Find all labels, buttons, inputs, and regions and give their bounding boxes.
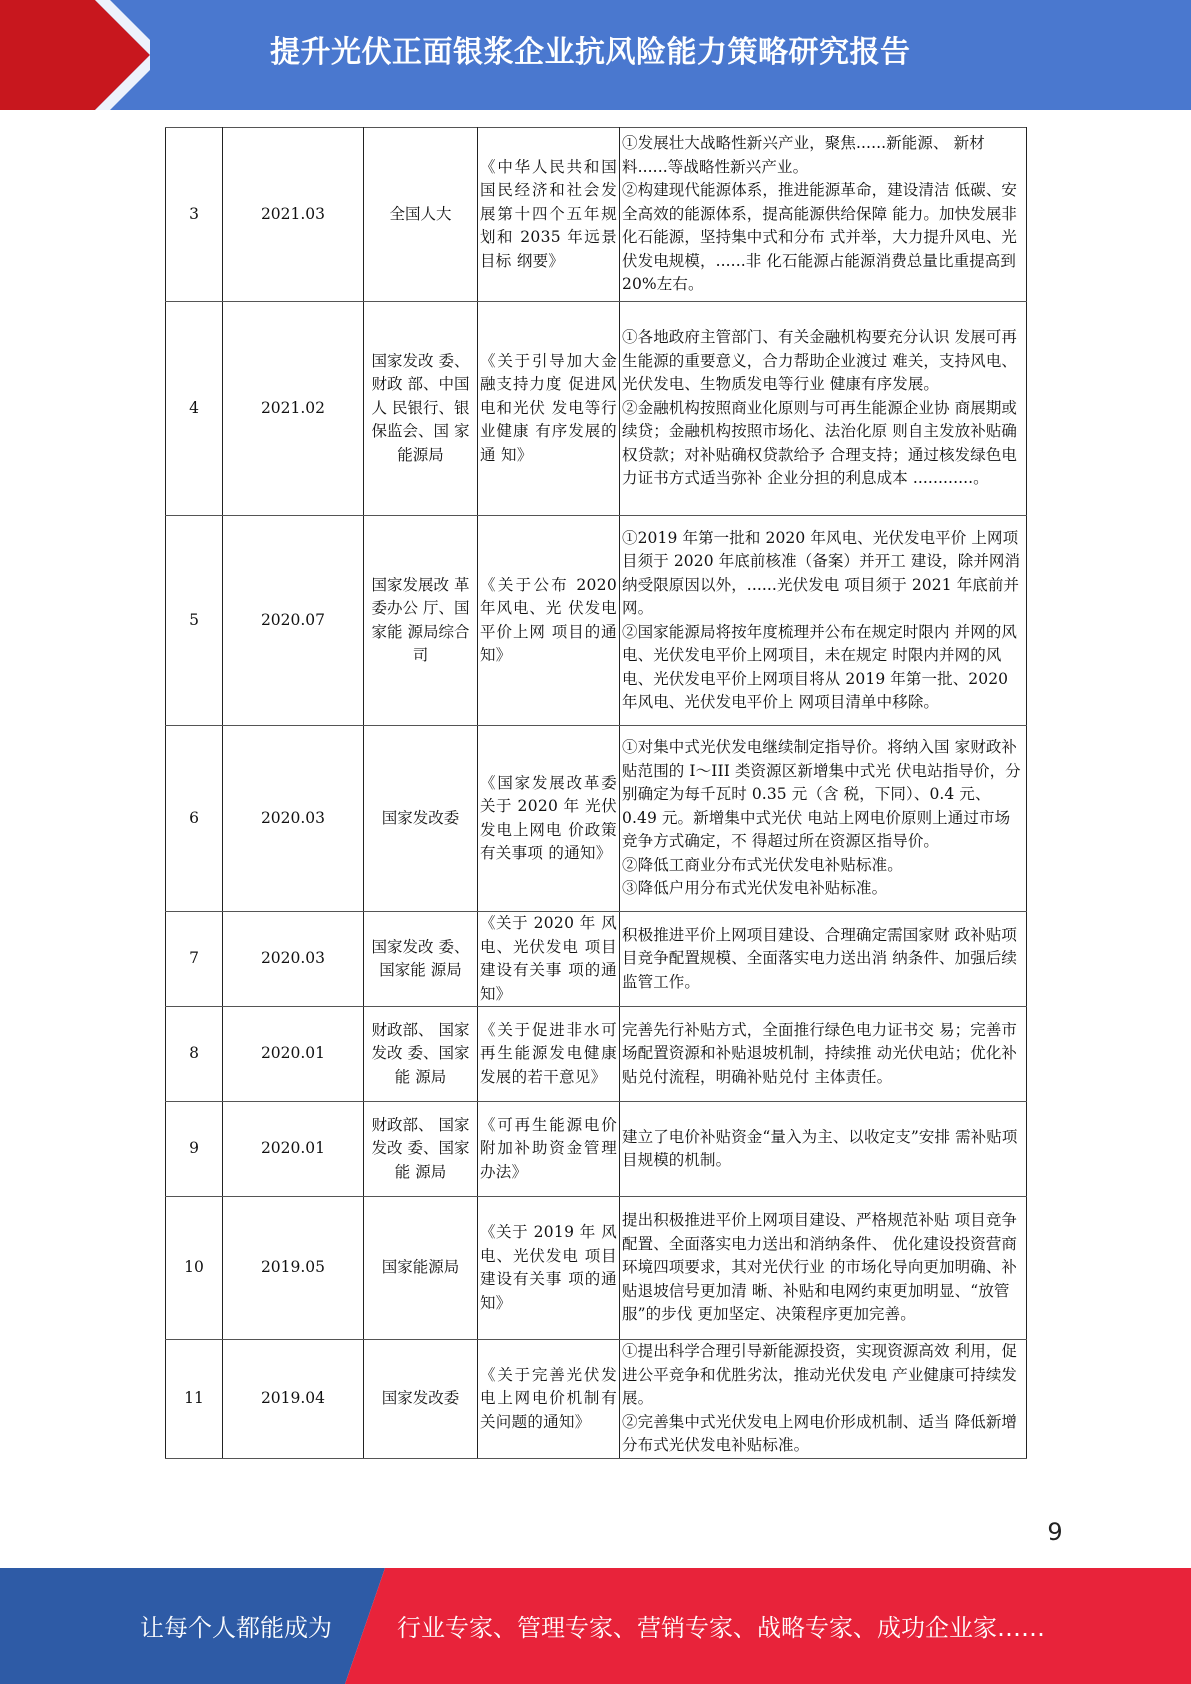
policy-document-cell: 《关于 2019 年 风电、光伏发电 项目建设有关事 项的通知》 (478, 1197, 620, 1340)
policy-content-paragraph: 积极推进平价上网项目建设、合理确定需国家财 政补贴项目竞争配置规模、全面落实电力送出消 纳条件、加强后续监管工作。 (622, 925, 1018, 991)
policy-document-cell: 《关于 2020 年 风电、光伏发电 项目建设有关事 项的通知》 (478, 912, 620, 1007)
table-row (166, 1102, 1027, 1197)
policy-content-paragraph: ①2019 年第一批和 2020 年风电、光伏发电平价 上网项目须于 2020 年底前核准（备案）并开工 建设，除并网消纳受限原因以外，......光伏发电 项目须于 2021 年底前并网。 (622, 528, 1021, 617)
policy-content-cell (620, 912, 1027, 1007)
policy-document-cell: 《关于促进非水可再生能源发电健康发展的若干意见》 (478, 1007, 620, 1102)
issuing-department-cell: 国家发展改 革委办公 厅、国家能 源局综合 司 (364, 516, 478, 726)
page-footer (0, 1568, 1191, 1684)
table-row (166, 912, 1027, 1007)
table-row (166, 516, 1027, 726)
issuing-department-cell: 国家发改委 (364, 1340, 478, 1459)
row-number-cell: 4 (166, 302, 223, 516)
policy-table-wrapper (165, 127, 1026, 1459)
issue-date-cell: 2020.03 (223, 912, 364, 1007)
policy-content-cell (620, 1102, 1027, 1197)
row-number-cell: 3 (166, 128, 223, 302)
policy-content-paragraph: ③降低户用分布式光伏发电补贴标准。 (622, 879, 888, 898)
row-number-cell: 10 (166, 1197, 223, 1340)
policy-content-paragraph: ①各地政府主管部门、有关金融机构要充分认识 发展可再生能源的重要意义，合力帮助企业渡过 难关，支持风电、光伏发电、生物质发电等行业 健康有序发展。 (622, 328, 1018, 394)
policy-content-paragraph: 完善先行补贴方式，全面推行绿色电力证书交 易；完善市场配置资源和补贴退坡机制，持续推 动光伏电站；优化补贴兑付流程，明确补贴兑付 主体责任。 (622, 1020, 1018, 1086)
table-row (166, 1007, 1027, 1102)
row-number-cell: 7 (166, 912, 223, 1007)
policy-document-cell: 《中华人民共和国国民经济和社会发展第十四个五年规划和 2035 年远景目标 纲要》 (478, 128, 620, 302)
issue-date-cell: 2020.07 (223, 516, 364, 726)
policy-content-paragraph: ①发展壮大战略性新兴产业，聚焦......新能源、 新材料......等战略性新兴产业。 (622, 134, 985, 176)
table-row (166, 302, 1027, 516)
header-arrow-decoration (0, 0, 150, 110)
row-number-cell: 8 (166, 1007, 223, 1102)
policy-content-paragraph: 提出积极推进平价上网项目建设、严格规范补贴 项目竞争配置、全面落实电力送出和消纳条件、 优化建设投资营商环境四项要求，其对光伏行业 的市场化导向更加明确、补贴退坡信号更加清 晰、补贴和电网约束更加明显、“放管服”的步伐 更加坚定、决策程序更加完善。 (622, 1211, 1018, 1324)
issue-date-cell: 2020.03 (223, 726, 364, 912)
policy-content-paragraph: ①提出科学合理引导新能源投资，实现资源高效 利用，促进公平竞争和优胜劣汰，推动光伏发电 产业健康可持续发展。 (622, 1342, 1018, 1407)
table-row (166, 1197, 1027, 1340)
footer-slogan-right: 行业专家、管理专家、营销专家、战略专家、成功企业家…… (397, 1614, 1045, 1642)
policy-content-paragraph: ②完善集中式光伏发电上网电价形成机制、适当 降低新增分布式光伏发电补贴标准。 (622, 1412, 1018, 1454)
row-number-cell: 11 (166, 1340, 223, 1459)
policy-content-cell (620, 128, 1027, 302)
policy-content-paragraph: ①对集中式光伏发电继续制定指导价。将纳入国 家财政补贴范围的 I～III 类资源区新增集中式光 伏电站指导价，分别确定为每千瓦时 0.35 元（含 税，下同）、0.4 元、0.49 元。新增集中式光伏 电站上网电价原则上通过市场竞争方式确定，不 得超过所在资源区指导价。 (622, 738, 1021, 851)
issuing-department-cell: 财政部、 国家发改 委、国家能 源局 (364, 1007, 478, 1102)
issuing-department-cell: 全国人大 (364, 128, 478, 302)
issue-date-cell: 2021.02 (223, 302, 364, 516)
policy-content-cell (620, 726, 1027, 912)
issuing-department-cell: 国家发改 委、财政 部、中国人 民银行、银 保监会、国 家能源局 (364, 302, 478, 516)
issue-date-cell: 2019.05 (223, 1197, 364, 1340)
policy-table (165, 127, 1027, 1459)
footer-slogan-left: 让每个人都能成为 (140, 1614, 332, 1642)
policy-document-cell: 《关于公布 2020 年风电、光 伏发电平价上网 项目的通知》 (478, 516, 620, 726)
issuing-department-cell: 国家发改 委、国家能 源局 (364, 912, 478, 1007)
policy-content-paragraph: ②降低工商业分布式光伏发电补贴标准。 (622, 855, 903, 874)
report-title: 提升光伏正面银浆企业抗风险能力策略研究报告 (270, 35, 911, 70)
row-number-cell: 9 (166, 1102, 223, 1197)
issuing-department-cell: 国家发改委 (364, 726, 478, 912)
policy-document-cell: 《关于引导加大金融支持力度 促进风电和光伏 发电等行业健康 有序发展的通 知》 (478, 302, 620, 516)
policy-content-cell (620, 1197, 1027, 1340)
table-row (166, 1340, 1027, 1459)
issue-date-cell: 2019.04 (223, 1340, 364, 1459)
table-row (166, 726, 1027, 912)
policy-document-cell: 《可再生能源电价附加补助资金管理办法》 (478, 1102, 620, 1197)
policy-content-cell (620, 1007, 1027, 1102)
policy-document-cell: 《国家发展改革委关于 2020 年 光伏发电上网电 价政策有关事项 的通知》 (478, 726, 620, 912)
issuing-department-cell: 财政部、 国家发改 委、国家能 源局 (364, 1102, 478, 1197)
policy-content-paragraph: ②金融机构按照商业化原则与可再生能源企业协 商展期或续贷；金融机构按照市场化、法治化原 则自主发放补贴确权贷款；对补贴确权贷款给予 合理支持；通过核发绿色电力证书方式适当弥补 企业分担的利息成本 ............。 (622, 398, 1018, 488)
issue-date-cell: 2021.03 (223, 128, 364, 302)
row-number-cell: 6 (166, 726, 223, 912)
policy-content-cell (620, 1340, 1027, 1459)
policy-content-paragraph: ②国家能源局将按年度梳理并公布在规定时限内 并网的风电、光伏发电平价上网项目，未在规定 时限内并网的风电、光伏发电平价上网项目将从 2019 年第一批、2020 年风电、光伏发电平价上 网项目清单中移除。 (622, 622, 1018, 711)
table-row (166, 128, 1027, 302)
policy-table-body (166, 128, 1027, 1459)
page-header (0, 0, 1191, 110)
policy-content-cell (620, 302, 1027, 516)
policy-content-paragraph: 建立了电价补贴资金“量入为主、以收定支”安排 需补贴项目规模的机制。 (622, 1127, 1018, 1169)
policy-content-cell (620, 516, 1027, 726)
row-number-cell: 5 (166, 516, 223, 726)
issue-date-cell: 2020.01 (223, 1007, 364, 1102)
page-number: 9 (1047, 1518, 1063, 1546)
policy-content-paragraph: ②构建现代能源体系，推进能源革命，建设清洁 低碳、安全高效的能源体系，提高能源供给保障 能力。加快发展非化石能源，坚持集中式和分布 式并举，大力提升风电、光伏发电规模，......非 化石能源占能源消费总量比重提高到 20%左右。 (622, 181, 1018, 294)
issuing-department-cell: 国家能源局 (364, 1197, 478, 1340)
policy-document-cell: 《关于完善光伏发电上网电价机制有关问题的通知》 (478, 1340, 620, 1459)
issue-date-cell: 2020.01 (223, 1102, 364, 1197)
